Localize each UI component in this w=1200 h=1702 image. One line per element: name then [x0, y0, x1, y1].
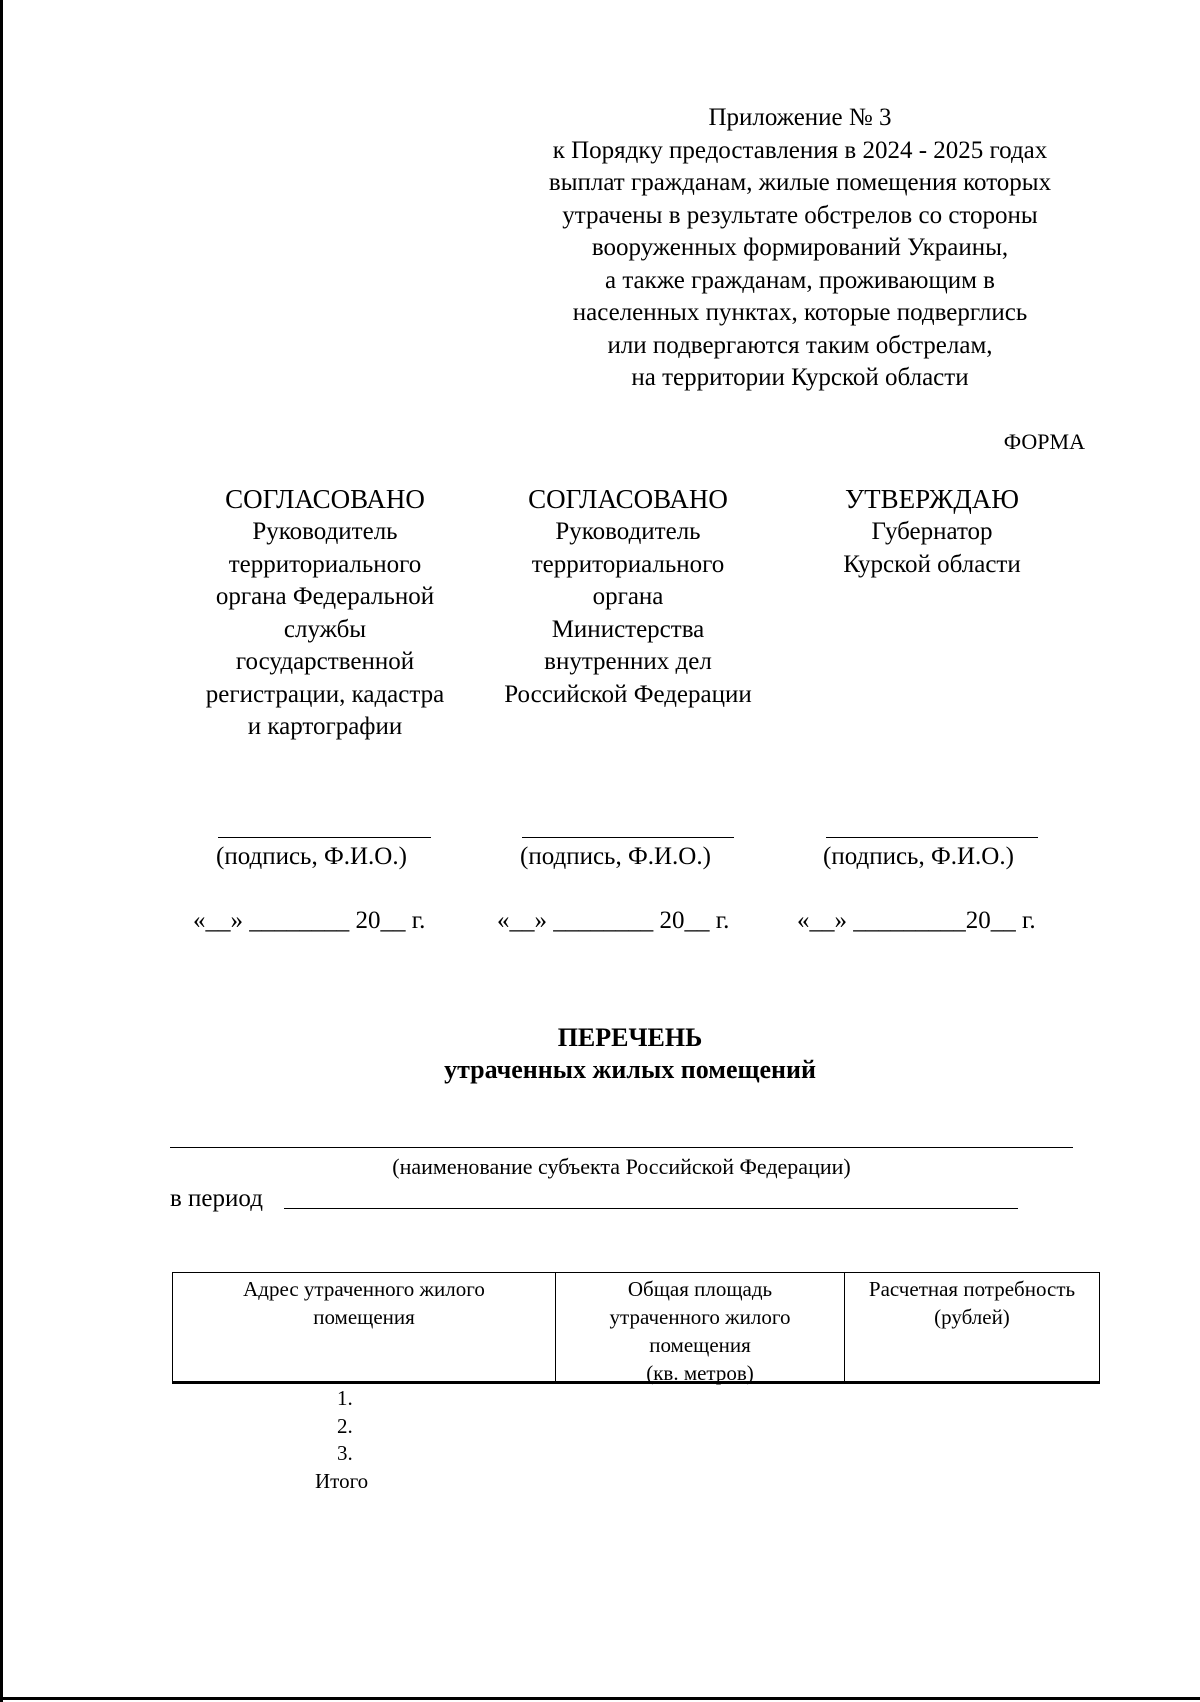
- appendix-number: Приложение № 3: [708, 104, 892, 131]
- period-fill-line: [284, 1208, 1018, 1209]
- table-row: 2.: [337, 1413, 353, 1438]
- signature-line: [218, 837, 431, 839]
- appendix-line: утрачены в результате обстрелов со стороны: [562, 201, 1038, 229]
- header-text: Расчетная потребность: [868, 1277, 1076, 1301]
- scan-edge-left: [0, 0, 3, 1702]
- approval-line: внутренних дел: [544, 648, 712, 675]
- approval-line: Руководитель: [555, 518, 701, 545]
- appendix-line: к Порядку предоставления в 2024 - 2025 годах: [552, 136, 1048, 164]
- period-label: в период: [170, 1185, 263, 1212]
- title-sub: утраченных жилых помещений: [444, 1055, 816, 1084]
- signature-caption: (подпись, Ф.И.О.): [823, 843, 1014, 870]
- title-main: ПЕРЕЧЕНЬ: [557, 1023, 703, 1052]
- approval-line: территориального: [531, 550, 725, 578]
- header-address: [173, 1273, 556, 1381]
- approval-rosreestr: [175, 483, 475, 744]
- table-total-row: Итого: [315, 1468, 369, 1493]
- approval-line: службы: [283, 615, 367, 643]
- approval-line: и картографии: [247, 713, 403, 740]
- appendix-line: на территории Курской области: [631, 364, 969, 391]
- appendix-header: [500, 102, 1100, 395]
- header-text: Общая площадь: [627, 1277, 773, 1301]
- signature-caption: (подпись, Ф.И.О.): [520, 843, 711, 870]
- form-label: ФОРМА: [1003, 429, 1085, 454]
- date-field: «__» ________ 20__ г.: [193, 907, 426, 934]
- approval-line: Министерства: [551, 615, 705, 643]
- approval-heading: СОГЛАСОВАНО: [528, 484, 728, 514]
- appendix-line: вооруженных формирований Украины,: [591, 234, 1009, 261]
- approval-line: Курской области: [843, 550, 1021, 578]
- appendix-line: или подвергаются таким обстрелам,: [607, 331, 993, 359]
- header-text: помещения: [313, 1305, 415, 1329]
- table-row: 3.: [337, 1441, 353, 1465]
- document-title: [0, 1022, 1200, 1086]
- table-bottom-rule: [172, 1382, 1100, 1384]
- approval-heading: СОГЛАСОВАНО: [225, 484, 425, 514]
- header-text: помещения: [649, 1333, 751, 1357]
- approval-mvd: [478, 483, 778, 711]
- approval-line: органа: [592, 583, 664, 610]
- signature-line: [522, 837, 734, 839]
- approval-line: Российской Федерации: [504, 680, 752, 708]
- appendix-line: а также гражданам, проживающим в: [604, 266, 995, 294]
- date-field: «__» ________ 20__ г.: [497, 907, 730, 934]
- approval-line: Руководитель: [252, 518, 398, 545]
- table-row: 1.: [337, 1386, 353, 1410]
- approval-line: территориального: [228, 550, 422, 578]
- header-text: утраченного жилого: [609, 1305, 791, 1329]
- table-rows: [300, 1385, 368, 1495]
- approval-heading: УТВЕРЖДАЮ: [844, 484, 1020, 514]
- appendix-line: выплат гражданам, жилые помещения которых: [548, 169, 1052, 196]
- approval-line: государственной: [235, 648, 415, 675]
- header-text: Адрес утраченного жилого: [243, 1277, 485, 1301]
- approval-line: регистрации, кадастра: [205, 680, 445, 708]
- signature-line: [826, 837, 1038, 839]
- header-text: (рублей): [934, 1305, 1010, 1329]
- date-field: «__» _________20__ г.: [797, 907, 1036, 934]
- appendix-line: населенных пунктах, которые подверглись: [572, 299, 1028, 326]
- subject-fill-line: [170, 1147, 1073, 1148]
- subject-caption: (наименование субъекта Российской Федерации): [392, 1154, 851, 1179]
- header-need: [845, 1273, 1099, 1381]
- signature-caption: (подпись, Ф.И.О.): [216, 843, 407, 870]
- scan-edge-bottom: [0, 1697, 1200, 1700]
- header-text: (кв. метров): [646, 1361, 754, 1385]
- approval-governor: [782, 483, 1082, 581]
- header-area: [556, 1273, 845, 1385]
- approval-line: Губернатор: [871, 518, 993, 545]
- lost-housing-table: [172, 1272, 1100, 1385]
- approval-line: органа Федеральной: [215, 583, 435, 610]
